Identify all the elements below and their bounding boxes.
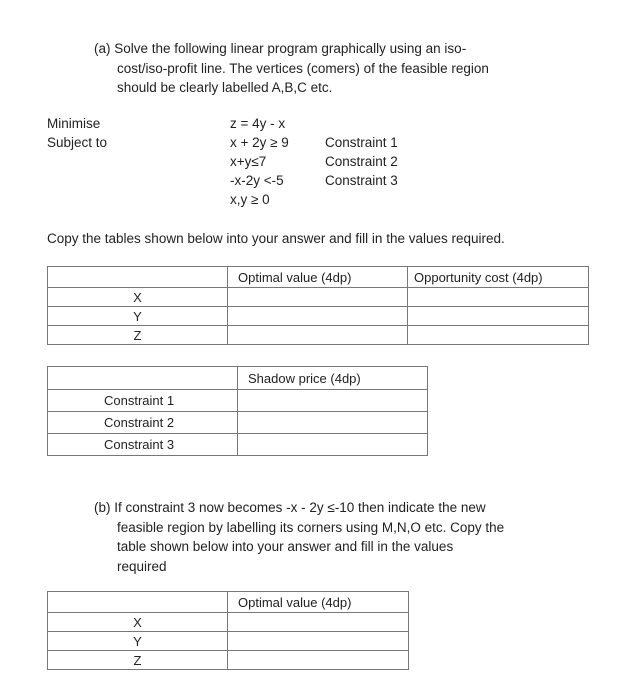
header-cell-optimal-value: Optimal value (4dp): [228, 267, 408, 288]
part-b-question: [94, 498, 520, 576]
part-a-line: cost/iso-profit line. The vertices (comers) of the feasible region: [117, 60, 489, 76]
value-cell: [408, 326, 589, 345]
non-negativity: x,y ≥ 0: [230, 192, 270, 207]
constraint-3-label: Constraint 3: [325, 173, 398, 188]
value-cell: [238, 412, 428, 434]
table-header-row: [48, 367, 428, 390]
part-b-line: (b) If constraint 3 now becomes -x - 2y ≤-10 then indicate the new: [94, 500, 486, 515]
table-optimal-value-b: [47, 591, 409, 670]
header-cell-optimal-value: Optimal value (4dp): [228, 592, 409, 613]
value-cell: [408, 307, 589, 326]
value-cell: [228, 326, 408, 345]
table-row: [48, 651, 409, 670]
part-a-question: [94, 39, 520, 98]
constraint-3-expression: -x-2y <-5: [230, 173, 284, 188]
table-row: [48, 307, 589, 326]
value-cell: [238, 390, 428, 412]
part-b-line: table shown below into your answer and fill in the values: [117, 539, 454, 554]
value-cell: [238, 434, 428, 456]
table-optimal-opportunity: [47, 266, 589, 345]
header-cell: [48, 592, 228, 613]
row-label: X: [48, 288, 228, 307]
part-a-line: (a) Solve the following linear program graphically using an iso-: [94, 41, 467, 56]
objective-function: z = 4y - x: [230, 116, 286, 131]
row-label: X: [48, 613, 228, 632]
part-b-line: required: [117, 558, 167, 574]
value-cell: [228, 651, 409, 670]
value-cell: [408, 288, 589, 307]
constraint-1-expression: x + 2y ≥ 9: [230, 135, 289, 150]
header-cell: [48, 267, 228, 288]
table-header-row: [48, 592, 409, 613]
row-label: Z: [48, 651, 228, 670]
header-cell: [48, 367, 238, 390]
table-row: [48, 434, 428, 456]
table-shadow-price: [47, 366, 428, 456]
value-cell: [228, 632, 409, 651]
minimise-label: Minimise: [47, 116, 101, 131]
table-row: [48, 390, 428, 412]
table-row: [48, 613, 409, 632]
value-cell: [228, 288, 408, 307]
constraint-2-label: Constraint 2: [325, 154, 398, 169]
row-label: Constraint 2: [48, 412, 238, 434]
table-row: [48, 632, 409, 651]
row-label: Y: [48, 632, 228, 651]
row-label: Constraint 3: [48, 434, 238, 456]
header-cell-shadow-price: Shadow price (4dp): [238, 367, 428, 390]
table-row: [48, 288, 589, 307]
row-label: Constraint 1: [48, 390, 238, 412]
part-a-line: should be clearly labelled A,B,C etc.: [117, 80, 333, 95]
table-row: [48, 412, 428, 434]
value-cell: [228, 307, 408, 326]
constraint-1-label: Constraint 1: [325, 135, 398, 150]
header-cell-opportunity-cost: Opportunity cost (4dp): [408, 267, 589, 288]
row-label: Z: [48, 326, 228, 345]
value-cell: [228, 613, 409, 632]
table-row: [48, 326, 589, 345]
part-b-line: feasible region by labelling its corners using M,N,O etc. Copy the: [117, 519, 505, 535]
subject-to-label: Subject to: [47, 135, 108, 150]
instruction-text: Copy the tables shown below into your answer and fill in the values required.: [47, 231, 505, 246]
table-header-row: [48, 267, 589, 288]
row-label: Y: [48, 307, 228, 326]
constraint-2-expression: x+y≤7: [230, 154, 267, 169]
